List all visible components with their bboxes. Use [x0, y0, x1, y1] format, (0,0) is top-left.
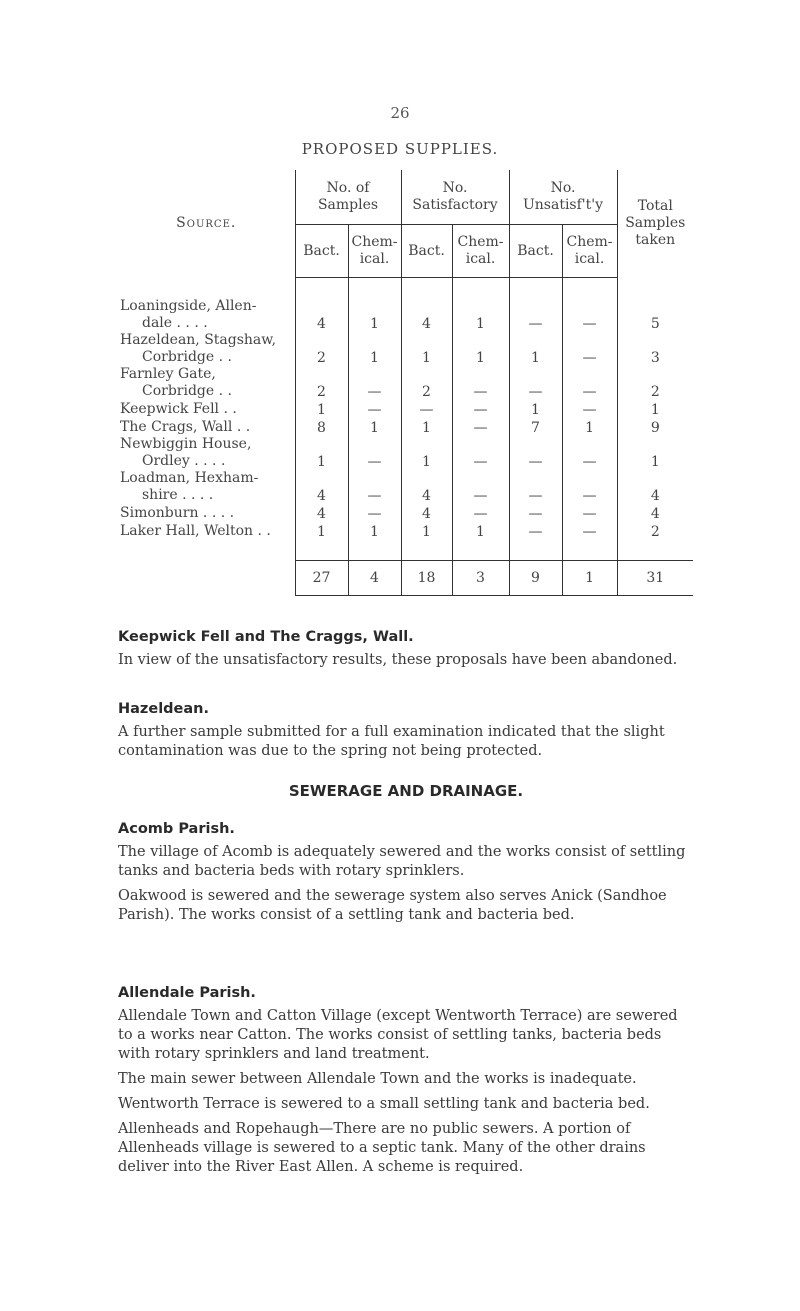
cell-unsatisfactory-chemical: — — [562, 382, 617, 400]
cell-satisfactory-bact: 1 — [401, 452, 452, 470]
page-number: 26 — [390, 104, 410, 122]
header-samples-chemical: Chem- ical. — [348, 225, 401, 278]
cell-samples-bact: 4 — [295, 314, 348, 332]
proposed-supplies-table — [118, 170, 693, 596]
total-satisfactory-chemical: 3 — [452, 561, 509, 596]
cell-samples-bact: 8 — [295, 418, 348, 436]
cell-satisfactory-bact: 4 — [401, 314, 452, 332]
source-name: Laker Hall, Welton . . — [120, 523, 271, 539]
cell-satisfactory-chemical: 1 — [452, 348, 509, 366]
cell-unsatisfactory-bact: 1 — [509, 348, 562, 366]
cell-samples-bact: 1 — [295, 522, 348, 540]
table-row — [118, 348, 693, 366]
table-row — [118, 418, 693, 436]
acomb-heading: Acomb Parish. — [118, 821, 235, 837]
table-row — [118, 486, 693, 504]
cell-samples-chemical: — — [348, 400, 401, 418]
cell-total: 9 — [617, 418, 693, 436]
cell-satisfactory-bact: 1 — [401, 522, 452, 540]
cell-total: 3 — [617, 348, 693, 366]
cell-unsatisfactory-bact: — — [509, 522, 562, 540]
hazeldean-heading: Hazeldean. — [118, 701, 209, 717]
total-satisfactory-bact: 18 — [401, 561, 452, 596]
cell-satisfactory-chemical: — — [452, 486, 509, 504]
table-row — [118, 332, 693, 348]
header-unsatisfactory-bact: Bact. — [509, 225, 562, 278]
cell-satisfactory-bact: 4 — [401, 486, 452, 504]
cell-satisfactory-bact: 2 — [401, 382, 452, 400]
cell-satisfactory-chemical: 1 — [452, 522, 509, 540]
header-no-of-samples: No. of Samples — [295, 170, 401, 225]
table-row — [118, 382, 693, 400]
allendale-paragraph-3: Wentworth Terrace is sewered to a small settling tank and bacteria bed. — [118, 1096, 650, 1112]
header-no-satisfactory: No. Satisfactory — [401, 170, 509, 225]
allendale-paragraph-4: Allenheads and Ropehaugh—There are no public sewers. A portion of Allenheads village is sewered to a septic tank. Many of the other drains deliver into the River East Allen. A scheme is required. — [118, 1121, 646, 1175]
cell-unsatisfactory-chemical: — — [562, 314, 617, 332]
header-total-samples: Total Samples taken — [617, 170, 693, 278]
source-name: Loadman, Hexham- — [120, 470, 259, 486]
cell-samples-chemical: — — [348, 486, 401, 504]
cell-unsatisfactory-chemical: — — [562, 486, 617, 504]
keepwick-text: In view of the unsatisfactory results, these proposals have been abandoned. — [118, 652, 678, 668]
acomb-paragraph-1: The village of Acomb is adequately sewered and the works consist of settling tanks and bacteria beds with rotary sprinklers. — [118, 844, 686, 879]
cell-samples-chemical: 1 — [348, 314, 401, 332]
cell-unsatisfactory-bact: 7 — [509, 418, 562, 436]
header-no-unsatisfactory: No. Unsatisf't'y — [509, 170, 617, 225]
header-satisfactory-chemical: Chem- ical. — [452, 225, 509, 278]
sewerage-section — [118, 782, 694, 801]
cell-samples-bact: 1 — [295, 452, 348, 470]
cell-unsatisfactory-bact: — — [509, 504, 562, 522]
cell-satisfactory-bact: 4 — [401, 504, 452, 522]
table-row — [118, 452, 693, 470]
total-unsatisfactory-bact: 9 — [509, 561, 562, 596]
header-source: Source. — [176, 215, 237, 232]
cell-unsatisfactory-chemical: — — [562, 348, 617, 366]
cell-samples-chemical: — — [348, 452, 401, 470]
allendale-paragraph-2: The main sewer between Allendale Town and the works is inadequate. — [118, 1071, 637, 1087]
allendale-paragraph-1: Allendale Town and Catton Village (except Wentworth Terrace) are sewered to a works near Catton. The works consist of settling tanks, bacteria beds with rotary sprinklers and land treatment. — [118, 1008, 678, 1062]
sewerage-heading: SEWERAGE AND DRAINAGE. — [288, 782, 524, 800]
header-satisfactory-bact: Bact. — [401, 225, 452, 278]
cell-satisfactory-chemical: 1 — [452, 314, 509, 332]
cell-samples-chemical: — — [348, 382, 401, 400]
table-title: PROPOSED SUPPLIES. — [301, 140, 499, 158]
table-row — [118, 504, 693, 522]
table-row — [118, 522, 693, 540]
hazeldean-text: A further sample submitted for a full examination indicated that the slight contamination was due to the spring not being protected. — [118, 724, 665, 759]
source-name-cont: Corbridge . . — [142, 383, 232, 399]
cell-satisfactory-chemical: — — [452, 382, 509, 400]
cell-unsatisfactory-bact: 1 — [509, 400, 562, 418]
source-name-cont: dale . . . . — [142, 315, 208, 331]
allendale-section — [118, 984, 694, 1183]
cell-unsatisfactory-bact: — — [509, 382, 562, 400]
keepwick-heading: Keepwick Fell and The Craggs, Wall. — [118, 629, 414, 645]
cell-total: 2 — [617, 382, 693, 400]
cell-satisfactory-bact: 1 — [401, 418, 452, 436]
cell-unsatisfactory-chemical: — — [562, 522, 617, 540]
source-name: Simonburn . . . . — [120, 505, 235, 521]
source-name-cont: Ordley . . . . — [142, 453, 226, 469]
source-name-cont: Corbridge . . — [142, 349, 232, 365]
cell-samples-bact: 2 — [295, 382, 348, 400]
cell-samples-bact: 2 — [295, 348, 348, 366]
table-row — [118, 470, 693, 486]
totals-row — [118, 561, 693, 596]
cell-total: 4 — [617, 486, 693, 504]
source-name-cont: shire . . . . — [142, 487, 214, 503]
table-row — [118, 366, 693, 382]
header-unsatisfactory-chemical: Chem- ical. — [562, 225, 617, 278]
cell-samples-bact: 4 — [295, 504, 348, 522]
cell-satisfactory-chemical: — — [452, 504, 509, 522]
keepwick-section — [118, 628, 694, 676]
cell-satisfactory-chemical: — — [452, 418, 509, 436]
acomb-paragraph-2: Oakwood is sewered and the sewerage system also serves Anick (Sandhoe Parish). The works consist of a settling tank and bacteria bed. — [118, 888, 667, 923]
table-row — [118, 400, 693, 418]
cell-total: 1 — [617, 400, 693, 418]
total-unsatisfactory-chemical: 1 — [562, 561, 617, 596]
cell-unsatisfactory-chemical: 1 — [562, 418, 617, 436]
source-name: Newbiggin House, — [120, 436, 252, 452]
acomb-section — [118, 820, 694, 931]
cell-total: 5 — [617, 314, 693, 332]
cell-samples-chemical: 1 — [348, 348, 401, 366]
table-row — [118, 314, 693, 332]
cell-unsatisfactory-chemical: — — [562, 452, 617, 470]
allendale-heading: Allendale Parish. — [118, 985, 256, 1001]
cell-satisfactory-chemical: — — [452, 400, 509, 418]
cell-total: 1 — [617, 452, 693, 470]
cell-samples-bact: 4 — [295, 486, 348, 504]
table-row — [118, 436, 693, 452]
cell-samples-chemical: 1 — [348, 418, 401, 436]
cell-samples-chemical: — — [348, 504, 401, 522]
total-samples-taken: 31 — [617, 561, 693, 596]
cell-unsatisfactory-bact: — — [509, 452, 562, 470]
cell-unsatisfactory-bact: — — [509, 314, 562, 332]
source-name: Loaningside, Allen- — [120, 298, 257, 314]
hazeldean-section — [118, 700, 694, 767]
cell-unsatisfactory-chemical: — — [562, 504, 617, 522]
total-samples-bact: 27 — [295, 561, 348, 596]
header-samples-bact: Bact. — [295, 225, 348, 278]
cell-samples-bact: 1 — [295, 400, 348, 418]
source-name: Keepwick Fell . . — [120, 401, 237, 417]
source-name: The Crags, Wall . . — [120, 419, 251, 435]
cell-satisfactory-bact: — — [401, 400, 452, 418]
cell-total: 2 — [617, 522, 693, 540]
cell-total: 4 — [617, 504, 693, 522]
total-samples-chemical: 4 — [348, 561, 401, 596]
cell-unsatisfactory-bact: — — [509, 486, 562, 504]
table-row — [118, 298, 693, 314]
cell-satisfactory-bact: 1 — [401, 348, 452, 366]
source-name: Farnley Gate, — [120, 366, 216, 382]
source-name: Hazeldean, Stagshaw, — [120, 332, 277, 348]
cell-satisfactory-chemical: — — [452, 452, 509, 470]
cell-unsatisfactory-chemical: — — [562, 400, 617, 418]
cell-samples-chemical: 1 — [348, 522, 401, 540]
